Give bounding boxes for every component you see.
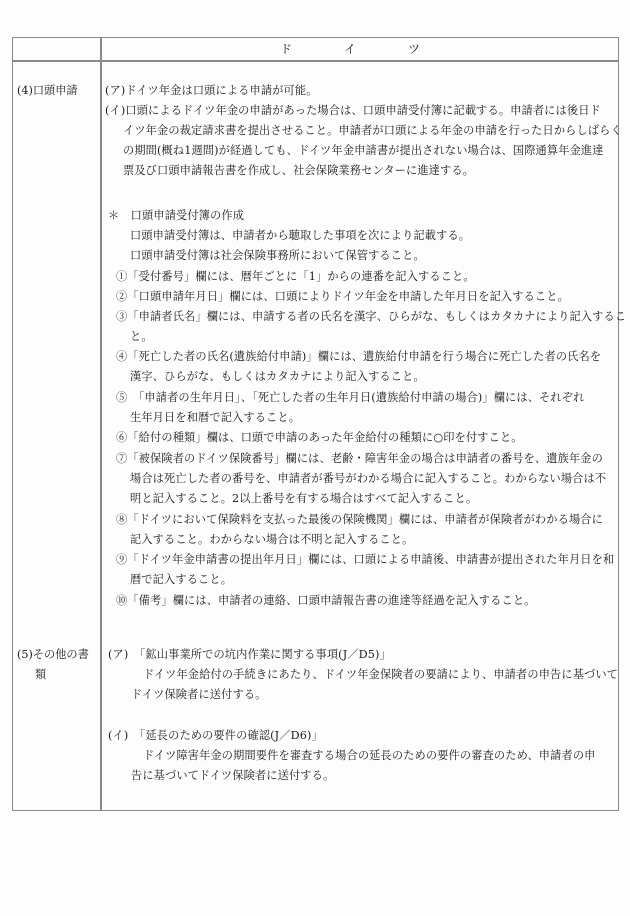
row-label-other-documents-cont: 類 — [35, 668, 47, 681]
register-desc: 口頭申請受付簿は社会保険事務所において保管すること。 — [130, 249, 425, 262]
item-i-line: (イ)口頭によるドイツ年金の申請があった場合は、口頭申請受付簿に記載する。申請者には後日ド — [105, 104, 601, 117]
item-a: (ア)ドイツ年金は口頭による申請が可能。 — [105, 84, 318, 97]
numbered-item-4: ④「死亡した者の氏名(遺族給付申請)」欄には、遺族給付申請を行う場合に死亡した者の氏名を — [116, 350, 602, 363]
numbered-item-10: ⑩「備考」欄には、申請者の連絡、口頭申請報告書の進達等経過を記入すること。 — [116, 594, 536, 607]
numbered-item-2: ②「口頭申請年月日」欄には、口頭によりドイツ年金を申請した年月日を記入すること。 — [116, 290, 569, 303]
numbered-item-5: ⑤ 「申請者の生年月日」、「死亡した者の生年月日(遺族給付申請の場合)」欄には、それぞれ — [116, 391, 585, 404]
column-divider — [100, 37, 102, 811]
register-desc: 口頭申請受付簿は、申請者から聴取した事項を次により記載する。 — [130, 229, 471, 242]
numbered-item-7-cont: 明と記入すること。2以上番号を有する場合はすべて記入すること。 — [130, 492, 478, 505]
doc-item-i-title: (イ) 「延長のための要件の確認(J／D6)」 — [108, 729, 323, 742]
numbered-item-8-cont: 記入すること。わからない場合は不明と記入すること。 — [130, 533, 414, 546]
numbered-item-6: ⑥「給付の種類」欄は、口頭で申請のあった年金給付の種類に○印を付すこと。 — [116, 431, 523, 444]
numbered-item-1: ①「受付番号」欄には、暦年ごとに「1」からの連番を記入すること。 — [116, 270, 475, 283]
numbered-item-3: ③「申請者氏名」欄には、申請する者の氏名を漢字、ひらがな、もしくはカタカナにより記入するこ — [116, 310, 627, 323]
register-heading: ＊ 口頭申請受付簿の作成 — [108, 209, 245, 222]
doc-item-a-desc: ドイツ年金給付の手続きにあたり、ドイツ年金保険者の要請により、申請者の申告に基づいて — [143, 668, 619, 681]
header-divider — [12, 60, 619, 62]
doc-item-i-desc-cont: 告に基づいてドイツ保険者に送付する。 — [131, 769, 335, 782]
numbered-item-3-cont: と。 — [130, 330, 153, 343]
numbered-item-5-cont: 生年月日を和暦で記入すること。 — [130, 411, 301, 424]
numbered-item-4-cont: 漢字、ひらがな、もしくはカタカナにより記入すること。 — [130, 370, 425, 383]
doc-item-i-desc: ドイツ障害年金の期間要件を審査する場合の延長のための要件の審査のため、申請者の申 — [143, 749, 596, 762]
numbered-item-7: ⑦「被保険者のドイツ保険番号」欄には、老齢・障害年金の場合は申請者の番号を、遺族年金の — [116, 452, 603, 465]
doc-item-a-title: (ア) 「鉱山事業所での坑内作業に関する事項(J／D5)」 — [108, 648, 391, 661]
numbered-item-7-cont: 場合は死亡した者の番号を、申請者が番号がわかる場合に記入すること。わからない場合は不 — [130, 472, 607, 485]
item-i-line: の期間(概ね1週間)が経過しても、ドイツ年金申請書が提出されない場合は、国際通算年金進達 — [123, 144, 604, 157]
doc-item-a-desc-cont: ドイツ保険者に送付する。 — [131, 688, 267, 701]
numbered-item-9-cont: 暦で記入すること。 — [130, 573, 233, 586]
item-i-line: 票及び口頭申請報告書を作成し、社会保険業務センターに進達する。 — [123, 164, 475, 177]
row-label-oral-application: (4)口頭申請 — [17, 84, 78, 97]
item-i-line: イツ年金の裁定請求書を提出させること。申請者が口頭による年金の申請を行った日からしばらく — [123, 124, 622, 137]
row-label-other-documents: (5)その他の書 — [17, 648, 89, 661]
numbered-item-9: ⑨「ドイツ年金申請書の提出年月日」欄には、口頭による申請後、申請書が提出された年月日を和 — [116, 553, 615, 566]
numbered-item-8: ⑧「ドイツにおいて保険料を支払った最後の保険機関」欄には、申請者が保険者がわかる場合に — [116, 513, 603, 526]
column-header-germany: ド イ ツ — [279, 42, 440, 56]
